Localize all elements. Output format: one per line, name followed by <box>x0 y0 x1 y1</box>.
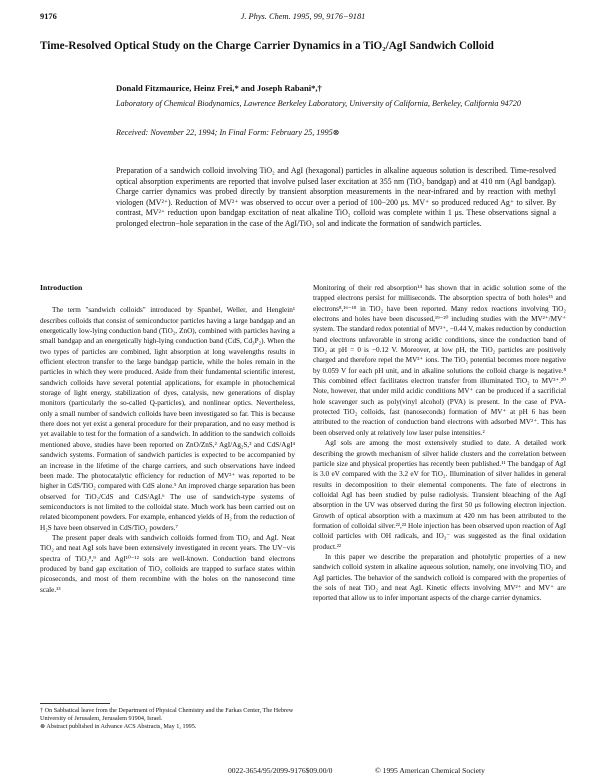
journal-citation: J. Phys. Chem. 1995, 99, 9176−9181 <box>240 12 366 21</box>
abstract: Preparation of a sandwich colloid involving TiO₂ and AgI (hexagonal) particles in alkaline aqueous solution is described. Time-resolved optical absorption experiments are reported that involve pulsed laser excitation at 355 nm (TiO₂ bandgap) and at 410 nm (AgI bandgap). Charge carrier dynamics was probed directly by transient absorption measurements in the near-infrared and by reaction with methyl viologen (MV²⁺). Reduction of MV²⁺ was observed to occur over a period of 100−200 μs. MV⁺ so produced reduced Ag⁺ to silver. By contrast, MV²⁺ reduction upon bandgap excitation of neat alkaline TiO₂ colloid was complete within 1 μs. These observations signal a prolonged electron−hole separation in the case of the AgI/TiO₂ sol and indicate the formation of sandwich particles. <box>116 166 556 228</box>
article-title: Time-Resolved Optical Study on the Charge Carrier Dynamics in a TiO₂/AgI Sandwich Colloid <box>40 40 494 52</box>
footnote-rule <box>40 703 110 704</box>
footnote-abstract-published: ⊗ Abstract published in Advance ACS Abstracts, May 1, 1995. <box>40 723 197 731</box>
affiliation: Laboratory of Chemical Biodynamics, Lawrence Berkeley Laboratory, University of California, Berkeley, California 94720 <box>116 99 521 108</box>
running-header <box>40 12 566 24</box>
paragraph: The present paper deals with sandwich colloids formed from TiO₂ and AgI. Neat TiO₂ and neat AgI sols have been extensively investigated in recent years. The UV−vis spectra of TiO₂⁸,⁹ and AgI¹⁰⁻¹² sols are well-known. Conduction band electrons produced by band gap excitation of TiO₂ colloids are trapped to surface states within picoseconds, and most of them recombine with the holes on the nanosecond time scale.¹³ <box>40 533 295 594</box>
paragraph: The term "sandwich colloids" introduced by Spanhel, Weller, and Henglein¹ describes colloids that consist of semiconductor particles having a large bandgap and an energetically low-lying conduction band (TiO₂, ZnO), combined with particles having a small bandgap and an energetically high-lying conduction band (CdS, Cd₃P₂). When the two types of particles are combined, light absorption at long wavelengths results in efficient electron transfer to the large bandgap particle, while the holes remain in the particles in which they were produced. Aside from their fundamental scientific interest, sandwich colloids have several potential applications, for example in photochemical storage of light energy, stabilization of dyes, catalysis, new generations of display monitors (particularly the so-called Q-particles), and nonlinear optics. Nevertheless, only a small number of sandwich colloids have been investigated so far. This is because there does not yet exist a general procedure for their preparation, and no easy method is yet available to test for the formation of a sandwich. In addition to the sandwich colloids mentioned above, studies have been reported on ZnO/ZnS,² AgI/Ag₂S,³ and CdS/AgI⁴ sandwich systems. Formation of sandwich particles is expected to be accompanied by an increase in the lifetime of the charge carriers, and such observations have indeed been made. The photocatalytic efficiency for reduction of MV²⁺ was reported to be higher in CdS/TiO₂ compared with CdS alone.⁵ An improved charge separation has been observed for TiO₂/CdS and CdS/AgI.⁶ The use of sandwich-type systems of semiconductors is not limited to the colloidal state. Much work has been carried out on related bicomponent powders. For example, enhanced yields of H₂ from the reduction of H₂S have been observed in CdS/TiO₂ powders.⁷ <box>40 306 295 532</box>
copyright: © 1995 American Chemical Society <box>375 766 485 775</box>
received-dates: Received: November 22, 1994; In Final Form: February 25, 1995⊗ <box>116 128 340 137</box>
paragraph: Monitoring of their red absorption¹⁴ has shown that in acidic solution some of the trapped electrons persist for milliseconds. The absorption spectra of both holes¹⁵ and electrons⁸,¹⁶⁻¹⁸ in TiO₂ have been reported. Many redox reactions involving TiO₂ electrons and holes have been discussed,¹⁹⁻²⁰ including studies with the MV²⁺/MV⁺ system. The standard redox potential of MV²⁺, −0.44 V, makes reduction by conduction band electrons unfavorable in strong acidic conditions, since the conduction band of TiO₂ at pH = 0 is −0.12 V. Moreover, at low pH, the TiO₂ particles are positively charged and therefore repel the MV²⁺ ions. The TiO₂ potential becomes more negative by 0.059 V for each pH unit, and in alkaline solutions the colloid charge is negative.⁸ This combined effect facilitates electron transfer from illuminated TiO₂ to MV²⁺.²⁰ Note, however, that under mild acidic conditions MV⁺ can be produced if a sacrificial hole scavenger such as poly(vinyl alcohol) (PVA) is present. In the case of PVA-protected TiO₂ colloids, fast (nanoseconds) formation of MV⁺ at pH 6 has been attributed to the reaction of conduction band electrons with adsorbed MV²⁺. This has been observed only at relatively low laser pulse intensities.² <box>313 284 566 437</box>
footnotes <box>40 707 295 732</box>
section-heading-introduction: Introduction <box>40 283 83 292</box>
issn-code: 0022-3654/95/2099-9176$09.00/0 <box>228 766 333 775</box>
paragraph: In this paper we describe the preparation and photolytic properties of a new sandwich colloid system in alkaline aqueous solution, namely, one involving TiO₂ and AgI particles. The behavior of the sandwich colloid is compared with the properties of the sols of neat TiO₂ and neat AgI. Kinetic effects involving MV²⁺ and MV⁺ are reported that allow us to infer important aspects of the charge carrier dynamics. <box>313 552 566 603</box>
right-column <box>313 283 566 604</box>
footnote-sabbatical: † On Sabbatical leave from the Department of Physical Chemistry and the Farkas Center, The Hebrew University of Jerusalem, Jerusalem 91904, Israel. <box>40 707 294 723</box>
authors: Donald Fitzmaurice, Heinz Frei,* and Joseph Rabani*,† <box>116 83 322 93</box>
page-number: 9176 <box>40 12 57 21</box>
left-column <box>40 283 295 595</box>
page-footer <box>40 766 566 776</box>
paragraph: AgI sols are among the most extensively studied to date. A detailed work describing the growth mechanism of silver halide clusters and the correlation between particle size and physical properties has recently been published.¹¹ The bandgap of AgI is 3.0 eV compared with the 3.2 eV for TiO₂. Illumination of silver halides in general results in decomposition to their elemental components. The fate of electrons in colloidal AgI has been studied by pulse radiolysis. Transient bleaching of the AgI absorption in the UV was observed during the first 50 μs following electron injection. Growth of optical absorption with a maximum at 420 nm has been attributed to the formation of colloidal silver.²²,²³ Hole injection has been observed upon reaction of AgI colloid particles with OH radicals, and IO₃⁻ was suggested as the final oxidation product.²² <box>313 439 566 551</box>
